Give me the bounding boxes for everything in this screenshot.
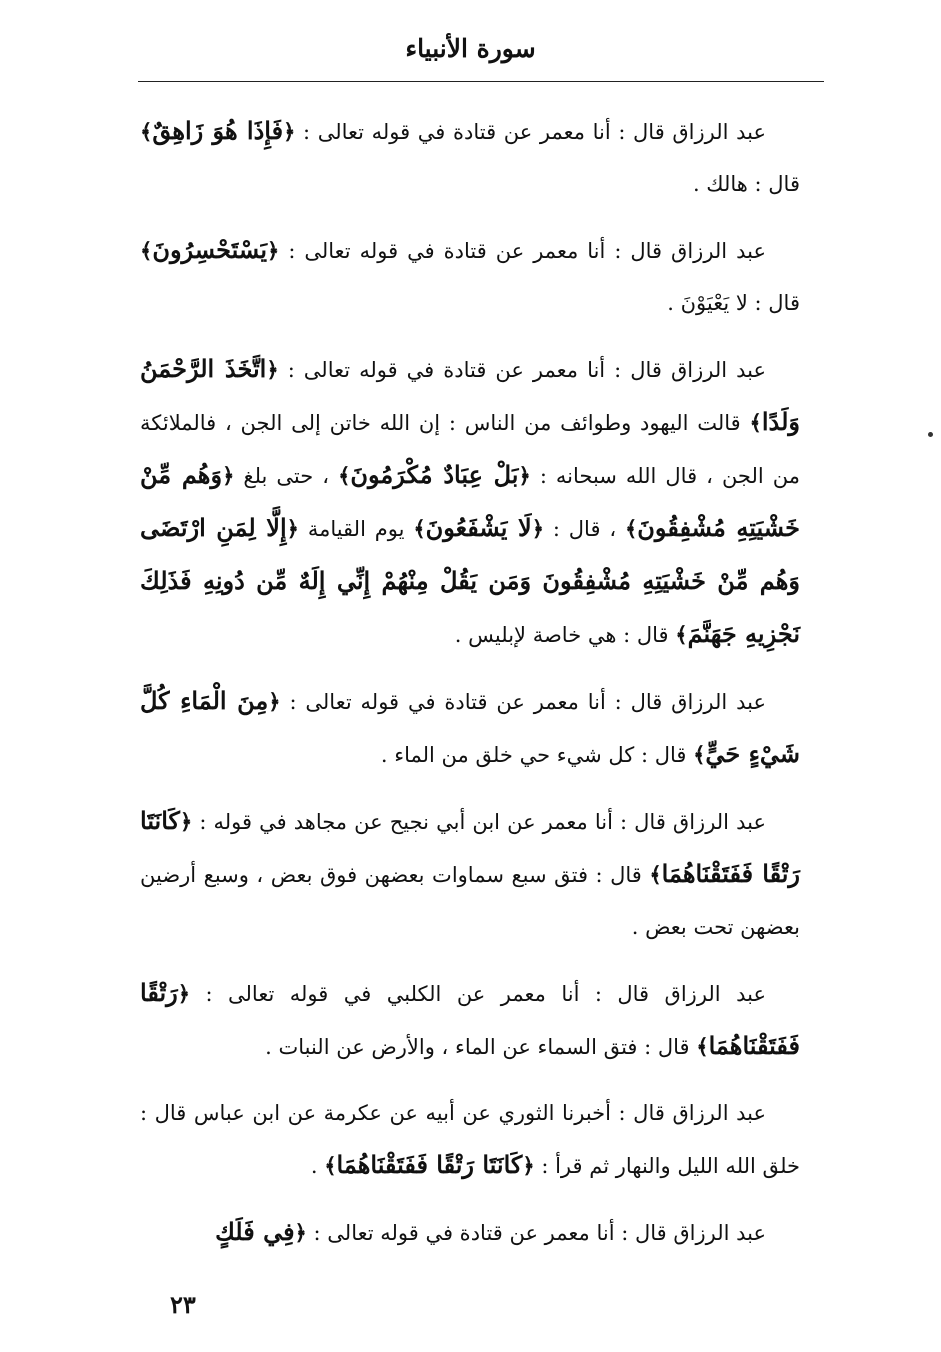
verse-close-brace: ﴾ bbox=[696, 1034, 709, 1059]
verse-open-brace: ﴿ bbox=[268, 689, 281, 714]
paragraph-5 bbox=[140, 795, 800, 953]
commentary: قال : لا يَعْيَوْنَ . bbox=[667, 291, 800, 315]
commentary: ، حتى بلغ bbox=[243, 464, 330, 488]
commentary: قال : هالك . bbox=[692, 172, 800, 196]
page-number: ٢٣ bbox=[170, 1290, 196, 1319]
quran-verse: رَتْقًا فَفَتَقْنَاهُمَا bbox=[140, 978, 800, 1060]
quran-verse: بَلْ عِبَادٌ مُكْرَمُونَ bbox=[350, 460, 519, 489]
quran-verse: مِنَ الْمَاءِ كُلَّ شَيْءٍ حَيٍّ bbox=[140, 686, 800, 768]
quran-verse: فِي فَلَكٍ bbox=[215, 1217, 295, 1246]
quran-verse: وَهُم مِّنْ خَشْيَتِهِ مُشْفِقُونَ bbox=[140, 460, 800, 542]
verse-open-brace: ﴿ bbox=[522, 1153, 535, 1178]
narration: عبد الرزاق قال : أنا معمر عن ابن أبي نجيح عن مجاهد في قوله : bbox=[199, 810, 766, 834]
verse-close-brace: ﴾ bbox=[749, 410, 762, 435]
commentary: قال : هي خاصة لإبليس . bbox=[454, 623, 669, 647]
paragraph-4 bbox=[140, 675, 800, 781]
page-body bbox=[140, 105, 800, 1273]
verse-close-brace: ﴾ bbox=[624, 516, 638, 541]
quran-verse: يَسْتَحْسِرُونَ bbox=[152, 235, 268, 264]
verse-open-brace: ﴿ bbox=[286, 516, 299, 541]
paragraph-1 bbox=[140, 105, 800, 210]
narration: عبد الرزاق قال : أنا معمر عن قتادة في قوله تعالى : bbox=[303, 120, 766, 144]
commentary: يوم القيامة bbox=[307, 517, 405, 541]
verse-close-brace: ﴾ bbox=[338, 463, 351, 488]
verse-close-brace: ﴾ bbox=[693, 742, 706, 767]
verse-open-brace: ﴿ bbox=[294, 1220, 307, 1245]
narration: عبد الرزاق قال : أنا معمر عن الكلبي في قوله تعالى : bbox=[205, 982, 766, 1006]
verse-open-brace: ﴿ bbox=[518, 463, 531, 488]
quran-verse: لَا يَشْفَعُونَ bbox=[425, 513, 532, 542]
verse-open-brace: ﴿ bbox=[177, 981, 191, 1006]
narration: عبد الرزاق قال : أنا معمر عن قتادة في قوله تعالى : bbox=[287, 358, 766, 382]
verse-close-brace: ﴾ bbox=[324, 1153, 337, 1178]
header-divider bbox=[138, 81, 824, 82]
narration: عبد الرزاق قال : أخبرنا الثوري عن أبيه عن عكرمة عن ابن عباس قال : خلق الله الليل والنهار ثم قرأ : bbox=[140, 1101, 800, 1178]
narration: عبد الرزاق قال : أنا معمر عن قتادة في قوله تعالى : bbox=[289, 690, 766, 714]
commentary: قال : فتق سبع سماوات بعضهن فوق بعض ، وسبع أرضين بعضهن تحت بعض . bbox=[140, 863, 800, 939]
narration: عبد الرزاق قال : أنا معمر عن قتادة في قوله تعالى : bbox=[288, 239, 766, 263]
narration: عبد الرزاق قال : أنا معمر عن قتادة في قوله تعالى : bbox=[313, 1221, 766, 1245]
paragraph-8 bbox=[140, 1206, 800, 1259]
verse-open-brace: ﴿ bbox=[222, 463, 235, 488]
verse-close-brace: ﴾ bbox=[140, 119, 153, 144]
verse-open-brace: ﴿ bbox=[531, 516, 545, 541]
verse-open-brace: ﴿ bbox=[179, 809, 193, 834]
commentary: ، قال : bbox=[552, 517, 617, 541]
quran-verse: كَانَتَا رَتْقًا فَفَتَقْنَاهُمَا bbox=[336, 1150, 523, 1179]
commentary: قالت اليهود وطوائف من الناس : إن الله خاتن إلى الجن ، فالملائكة من الجن ، قال الله سبحانه : bbox=[140, 411, 800, 488]
paragraph-6 bbox=[140, 967, 800, 1073]
verse-close-brace: ﴾ bbox=[649, 862, 662, 887]
commentary: . bbox=[310, 1154, 318, 1178]
commentary: قال : فتق السماء عن الماء ، والأرض عن النبات . bbox=[265, 1035, 690, 1059]
margin-mark bbox=[928, 432, 933, 437]
verse-open-brace: ﴿ bbox=[283, 119, 296, 144]
paragraph-2 bbox=[140, 224, 800, 329]
verse-open-brace: ﴿ bbox=[266, 357, 279, 382]
verse-close-brace: ﴾ bbox=[140, 238, 153, 263]
commentary: قال : كل شيء حي خلق من الماء . bbox=[380, 743, 687, 767]
page-title: سورة الأنبياء bbox=[405, 34, 536, 63]
paragraph-7 bbox=[140, 1087, 800, 1192]
verse-close-brace: ﴾ bbox=[413, 516, 426, 541]
verse-open-brace: ﴿ bbox=[267, 238, 280, 263]
quran-verse: اتَّخَذَ الرَّحْمَنُ وَلَدًا bbox=[140, 354, 800, 436]
quran-verse: إِلَّا لِمَنِ ارْتَضَى وَهُم مِّنْ خَشْيَتِهِ مُشْفِقُونَ وَمَن يَقُلْ مِنْهُمْ إِنِّي إِلَهٌ مِّن دُونِهِ فَذَلِكَ نَجْزِيهِ جَهَنَّمَ bbox=[140, 513, 800, 648]
paragraph-3 bbox=[140, 343, 800, 661]
verse-close-brace: ﴾ bbox=[675, 622, 688, 647]
quran-verse: فَإِذَا هُوَ زَاهِقٌ bbox=[152, 116, 284, 145]
quran-verse: كَانَتَا رَتْقًا فَفَتَقْنَاهُمَا bbox=[140, 806, 800, 888]
